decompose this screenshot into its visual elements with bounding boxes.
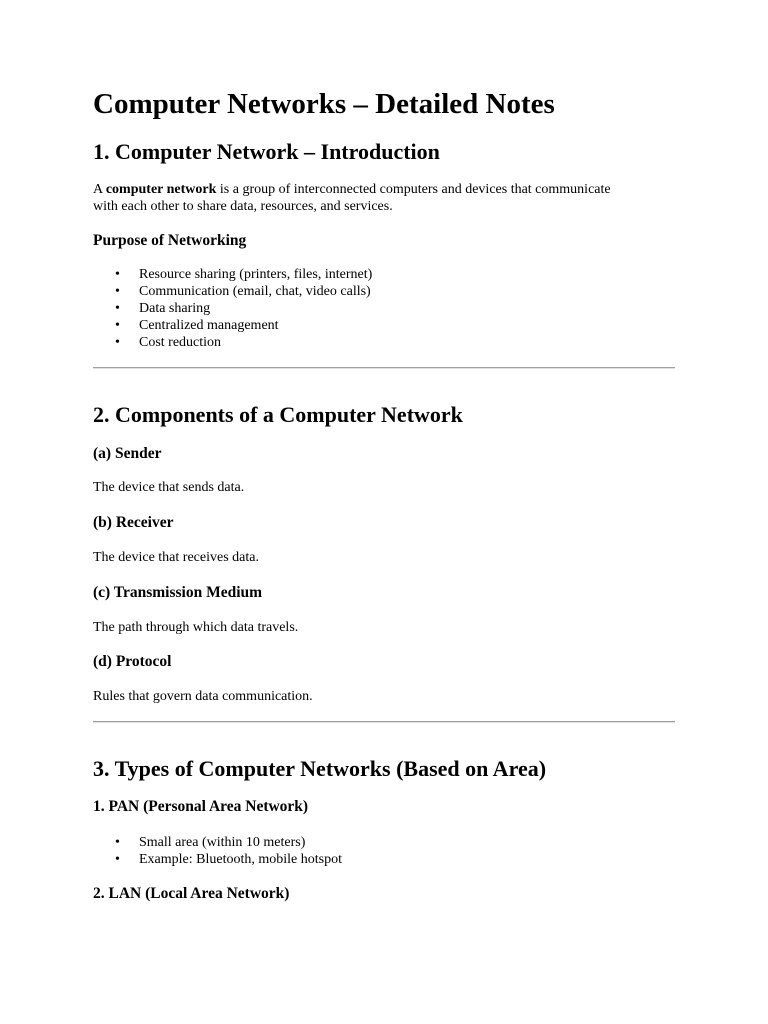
intro-prefix: A bbox=[93, 182, 106, 197]
intro-line2: with each other to share data, resources, and services. bbox=[93, 199, 393, 214]
list-item-text: Communication (email, chat, video calls) bbox=[139, 284, 371, 299]
list-item bbox=[93, 300, 372, 317]
section-1-heading: 1. Computer Network – Introduction bbox=[93, 139, 440, 164]
intro-line1-rest: is a group of interconnected computers and devices that communicate bbox=[216, 182, 611, 197]
list-item-text: Small area (within 10 meters) bbox=[139, 835, 306, 850]
list-item bbox=[93, 834, 342, 851]
component-sender-desc: The device that sends data. bbox=[93, 480, 245, 495]
component-medium-desc: The path through which data travels. bbox=[93, 620, 299, 635]
bullet-icon: • bbox=[115, 267, 120, 282]
list-item bbox=[93, 317, 372, 334]
section-divider bbox=[93, 721, 675, 723]
purpose-heading: Purpose of Networking bbox=[93, 232, 247, 249]
list-item-text: Cost reduction bbox=[139, 335, 222, 350]
component-protocol-desc: Rules that govern data communication. bbox=[93, 689, 313, 704]
pan-heading: 1. PAN (Personal Area Network) bbox=[93, 798, 309, 815]
section-divider bbox=[93, 367, 675, 369]
list-item bbox=[93, 334, 372, 351]
document-title: Computer Networks – Detailed Notes bbox=[93, 88, 555, 120]
bullet-icon: • bbox=[115, 318, 120, 333]
pan-list bbox=[93, 834, 342, 868]
list-item bbox=[93, 283, 372, 300]
list-item bbox=[93, 266, 372, 283]
lan-heading: 2. LAN (Local Area Network) bbox=[93, 885, 290, 902]
component-receiver-desc: The device that receives data. bbox=[93, 550, 259, 565]
bullet-icon: • bbox=[115, 284, 120, 299]
component-receiver-heading: (b) Receiver bbox=[93, 514, 174, 531]
bullet-icon: • bbox=[115, 835, 120, 850]
section-1-intro bbox=[93, 181, 675, 215]
list-item-text: Centralized management bbox=[139, 318, 279, 333]
list-item bbox=[93, 851, 342, 868]
bullet-icon: • bbox=[115, 852, 120, 867]
component-protocol-heading: (d) Protocol bbox=[93, 653, 172, 670]
bullet-icon: • bbox=[115, 301, 120, 316]
component-medium-heading: (c) Transmission Medium bbox=[93, 584, 263, 601]
bullet-icon: • bbox=[115, 335, 120, 350]
purpose-list bbox=[93, 266, 372, 351]
list-item-text: Resource sharing (printers, files, internet) bbox=[139, 267, 373, 282]
list-item-text: Data sharing bbox=[139, 301, 211, 316]
component-sender-heading: (a) Sender bbox=[93, 445, 162, 462]
list-item-text: Example: Bluetooth, mobile hotspot bbox=[139, 852, 342, 867]
section-2-heading: 2. Components of a Computer Network bbox=[93, 402, 463, 427]
section-3-heading: 3. Types of Computer Networks (Based on Area) bbox=[93, 756, 547, 781]
intro-bold-term: computer network bbox=[105, 182, 217, 197]
